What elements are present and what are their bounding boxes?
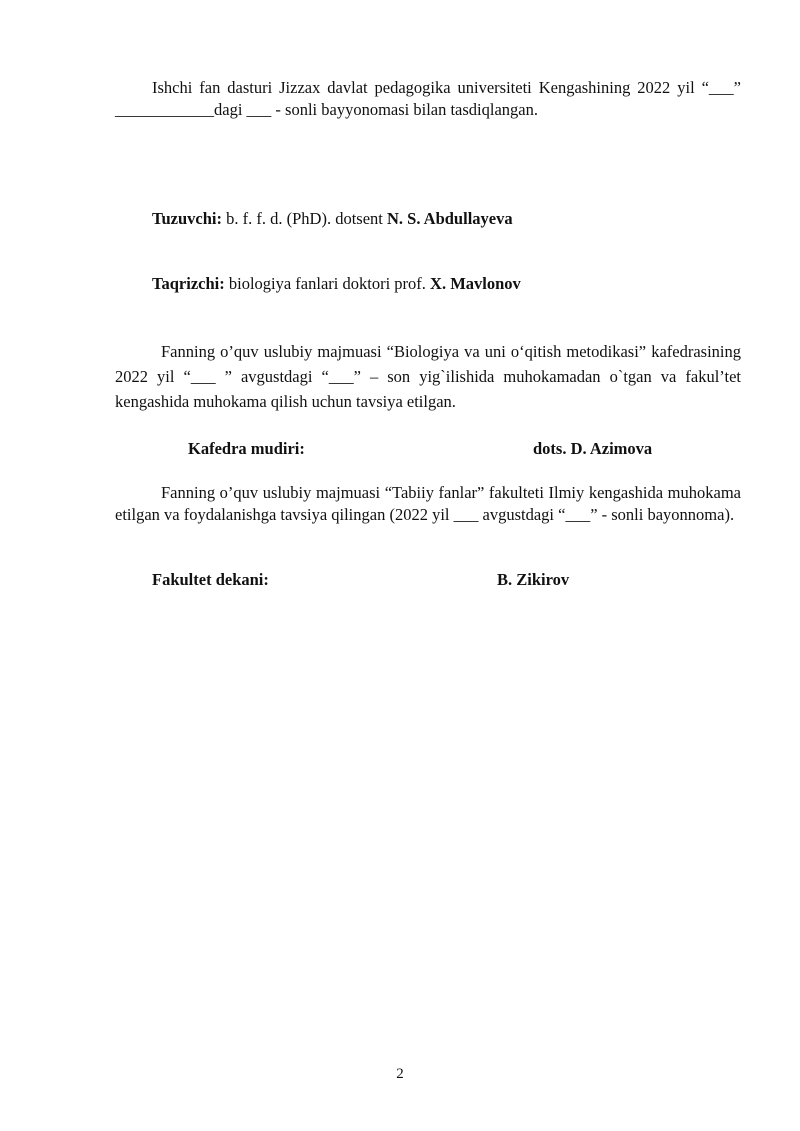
compiler-line <box>152 209 513 229</box>
faculty-discussion-paragraph: Fanning o’quv uslubiy majmuasi “Tabiiy fanlar” fakulteti Ilmiy kengashida muhokama etilgan va foydalanishga tavsiya qilingan (2022 yil ___ avgustdagi “___” - sonli bayonnoma). <box>115 483 741 524</box>
approval-paragraph: Ishchi fan dasturi Jizzax davlat pedagogika universiteti Kengashining 2022 yil “___” ____________dagi ___ - sonli bayyonomasi bilan tasdiqlangan. <box>115 78 741 119</box>
dean-name: B. Zikirov <box>497 570 570 589</box>
dean-label: Fakultet dekani: <box>152 570 269 589</box>
department-head-name: dots. D. Azimova <box>533 439 653 458</box>
compiler-label: Tuzuvchi: <box>152 209 222 228</box>
department-discussion-paragraph: Fanning o’quv uslubiy majmuasi “Biologiya va uni o‘qitish metodikasi” kafedrasining 2022 yil “___ ” avgustdagi “___” – son yig`ilishida muhokamadan o`tgan va fakul’tet kengashida muhokama qilish uchun tavsiya etilgan. <box>115 342 741 411</box>
reviewer-line <box>152 274 521 294</box>
page-number: 2 <box>396 1066 404 1082</box>
reviewer-label: Taqrizchi: <box>152 274 225 293</box>
department-head-label: Kafedra mudiri: <box>188 439 305 458</box>
reviewer-degree: biologiya fanlari doktori prof. <box>228 274 426 293</box>
compiler-degree: b. f. f. d. (PhD). dotsent <box>226 209 383 228</box>
compiler-name: N. S. Abdullayeva <box>386 209 513 228</box>
reviewer-name: X. Mavlonov <box>430 274 521 293</box>
